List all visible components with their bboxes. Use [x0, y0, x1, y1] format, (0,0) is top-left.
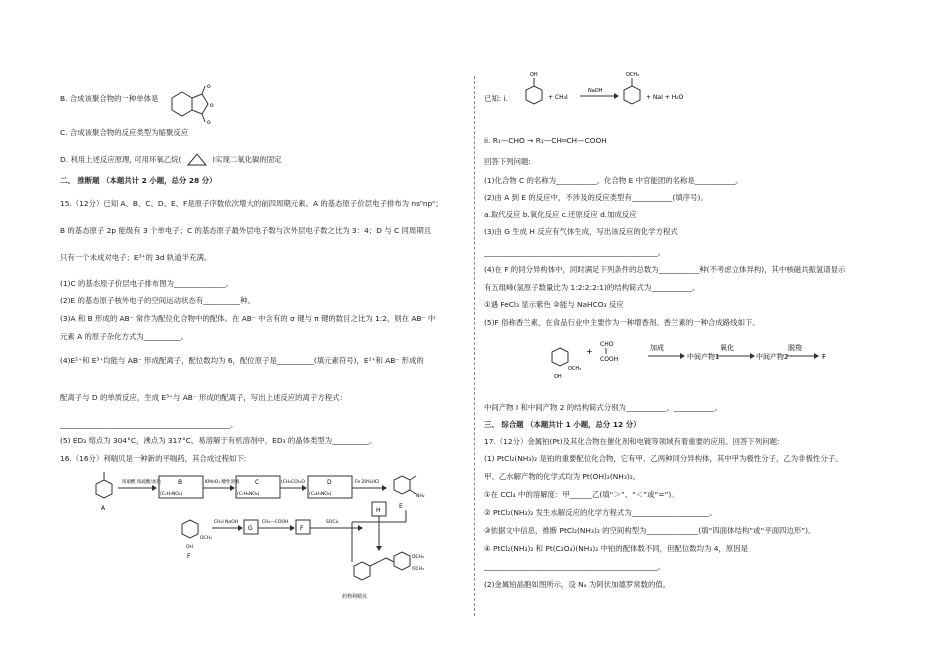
formula-b: (C₇H₇NO₂): [160, 492, 183, 497]
step-decarboxylation: 脱羧: [788, 344, 802, 352]
label-c: C: [255, 479, 260, 486]
column-divider: [474, 76, 475, 616]
label-a: A: [101, 505, 106, 512]
label-e: E: [399, 503, 403, 510]
known-i-label: 已知: i.: [484, 94, 509, 103]
naoh-label: NaOH: [588, 88, 603, 94]
drug-och3-1: OCH₃: [412, 555, 424, 560]
q16-synthesis-scheme: [90, 466, 460, 616]
q17-part1f: ④ PtCl₂(NH₃)₂ 和 Pt(C₂O₄)(NH₃)₂ 中铂的配体数不同，但配位数均为 4，原因是: [484, 544, 749, 553]
formula-c: (C₇H₅NO₄): [237, 492, 260, 497]
option-b: B. 合成该聚合物的一种单体是: [60, 94, 159, 103]
label-g: G: [248, 525, 253, 532]
section-2-heading: 二、 推断题 （本题共计 2 小题，总分 28 分）: [60, 176, 217, 185]
q16-part1: (1)化合物 C 的名称为___________。化合物 E 中官能团的名称是___________。: [484, 176, 743, 185]
step-oxidation: 氧化: [720, 344, 734, 352]
q15-part2: (2)E 的基态原子核外电子的空间运动状态有__________种。: [60, 296, 255, 305]
reagent-ch3i: + CH₃I: [548, 94, 568, 101]
svg-text:o: o: [210, 102, 214, 109]
q15-line2: B 的基态原子 2p 能级有 3 个单电子；C 的基态原子最外层电子数与次外层电子数之比为 3：4；D 与 C 同周期且: [60, 226, 432, 235]
compound-f: [182, 520, 212, 560]
intermediate-1: 中间产物1: [687, 353, 720, 361]
route-cho: CHO: [600, 341, 614, 348]
q17-stem: 17.（12分）金属铂(Pt)及其化合物在催化剂和电镀等领域有着重要的应用。回答下列问题:: [484, 437, 780, 446]
reagent-5: CH₃I NaOH: [214, 520, 239, 525]
phthalic-anhydride-structure: [160, 78, 220, 126]
q15-part3a: (3)A 和 B 形成的 AB⁻ 常作为配位化合物中的配体。在 AB⁻ 中含有的 σ 键与 π 键的数目之比为 1:2，则在 AB⁻ 中: [60, 314, 436, 323]
option-d-post: )实现二氧化碳的固定: [212, 155, 282, 164]
q15-part5: (5) ED₃ 熔点为 304°C，沸点为 317°C，易溶解于有机溶剂中，ED₃ 的晶体类型为__________。: [60, 436, 377, 445]
q15-part4a: (4)E²⁺和 E³⁺均能与 AB⁻ 形成配离子，配位数均为 6，配位原子是__________(填元素符号)，E²⁺和 AB⁻ 形成的: [60, 356, 424, 365]
e-nh2: NH₂: [416, 494, 425, 499]
products: + NaI + H₂O: [646, 94, 684, 101]
q16-part4b: 有五组峰(氢原子数量比为 1:2:2:2:1)的结构简式为___________。: [484, 283, 700, 292]
svg-text:o: o: [207, 83, 211, 90]
compound-a: [96, 472, 112, 512]
reagent-3: (CH₃CO)₂O: [281, 480, 305, 485]
q17-part1a: (1) PtCl₂(NH₃)₂ 是铂的重要配位化合物，它有甲、乙两种同分异构体，其中甲为极性分子，乙为非极性分子。: [484, 454, 843, 463]
option-d-pre: D. 利用上述反应原理, 可用环氧乙烷(: [60, 155, 182, 164]
plus-sign: +: [586, 347, 593, 356]
q16-part5-answer: 中间产物 I 和中间产物 2 的结构简式分别为___________、___________。: [484, 403, 722, 412]
compound-drug: [342, 552, 424, 600]
q16-stem: 16.（16分）利喘贝是一种新的平喘药，其合成过程如下:: [60, 454, 247, 463]
q16-part4a: (4)在 F 的同分异构体中，同时满足下列条件的总数为___________种(不考虑立体异构)，其中核磁共振氢谱显示: [484, 265, 846, 274]
reagent-4: Fe 20%HCl: [355, 480, 380, 485]
reagent-2: KMnO₄ 酸性溶液: [205, 480, 240, 485]
q16-part4c: ①遇 FeCl₃ 显示紫色 ②能与 NaHCO₃ 反应: [484, 300, 624, 309]
reagent-socl2: SOCl₂: [326, 520, 339, 525]
known-reaction-i: [514, 68, 714, 114]
q17-part1c: ①在 CCl₄ 中的溶解度：甲______乙(填“＞”、“＜”或“=”)。: [484, 490, 679, 499]
label-d: D: [327, 479, 332, 486]
q17-part1e: ③依据文中信息，推断 PtCl₂(NH₃)₂ 的空间构型为______________(填“四面体结构”或“平面四边形”)。: [484, 526, 816, 535]
route-och3: OCH₃: [568, 366, 582, 372]
label-b: B: [178, 479, 183, 486]
q15-line1: 15.（12分）已知 A、B、C、D、E、F是原子序数依次增大的前四周期元素。A 的基态原子价层电子排布为 nsⁿnpⁿ；: [60, 199, 443, 208]
q15-part1: (1)C 的基态原子价层电子排布图为______________。: [60, 279, 234, 288]
known-ii: ii. R₁—CHO → R₁—CH═CH—COOH: [484, 136, 607, 145]
reagent-1: 浓硝酸 浓硫酸/加热: [122, 480, 161, 485]
q17-part1d: ② PtCl₂(NH₃)₂ 发生水解反应的化学方程式为_____________________。: [484, 508, 717, 517]
q16-part3: (3)由 G 生成 H 反应有气体生成，写出该反应的化学方程式: [484, 227, 678, 236]
epoxide-structure: [184, 152, 210, 168]
q15-part4c: ______________________________________________。: [60, 420, 238, 429]
phenol-oh: OH: [530, 72, 538, 78]
step-addition: 加成: [650, 344, 664, 352]
q16-part2-options: a.取代反应 b.氧化反应 c.还原反应 d.加成反应: [484, 210, 637, 219]
q15-part4b: 配离子与 D 的单质反应，生成 E³⁺与 AB⁻ 形成的配离子，写出上述反应的离子方程式：: [60, 393, 347, 402]
label-h: H: [376, 507, 381, 514]
q15-line3: 只有一个未成对电子；E³⁺的 3d 轨道半充满。: [60, 253, 212, 262]
label-f2: F: [300, 525, 304, 532]
svg-text:o: o: [207, 119, 211, 126]
q16-part3-blank: _______________________________________________。: [484, 248, 666, 257]
vanillin-synthesis-route: [540, 334, 830, 388]
compound-e: [394, 476, 425, 510]
route-cooh: COOH: [600, 356, 619, 363]
formula-d: (C₉H₇NO₅): [309, 492, 332, 497]
intermediate-2: 中间产物2: [756, 353, 789, 361]
route-oh: OH: [554, 374, 562, 380]
q16-part2: (2)由 A 到 E 的反应中，不涉及的反应类型有___________(填序号)。: [484, 193, 708, 202]
label-f: F: [187, 553, 191, 560]
q17-part1b: 甲、乙水解产物的化学式均为 Pt(OH)₂(NH₃)₂。: [484, 472, 641, 481]
option-d: [60, 152, 282, 168]
q17-part1g: _______________________________________________。: [484, 562, 666, 571]
anisole-och3: OCH₃: [626, 72, 640, 78]
f-cho-reagent: CH₂—COOH: [262, 520, 289, 525]
drug-och3-2: OCH₃: [412, 567, 424, 572]
q17-part2: (2)金属铂晶胞如图所示，设 Nₐ 为阿伏加德罗常数的值。: [484, 580, 671, 589]
q15-part3b: 元素 A 的原子杂化方式为__________。: [60, 332, 189, 341]
f-och3: OCH₃: [200, 536, 212, 541]
drug-label: 药物利喘贝: [342, 594, 368, 600]
product-f: F: [822, 353, 827, 361]
section-3-heading: 三、 综合题 （本题共计 1 小题，总分 12 分）: [484, 420, 641, 429]
answer-intro: 回答下列问题:: [484, 157, 531, 166]
option-c: C. 合成该聚合物的反应类型为缩聚反应: [60, 128, 189, 137]
q16-part5: (5)F 俗称香兰素，在食品行业中主要作为一种增香剂。香兰素的一种合成路线如下。: [484, 318, 760, 327]
f-oh: OH: [186, 545, 193, 550]
